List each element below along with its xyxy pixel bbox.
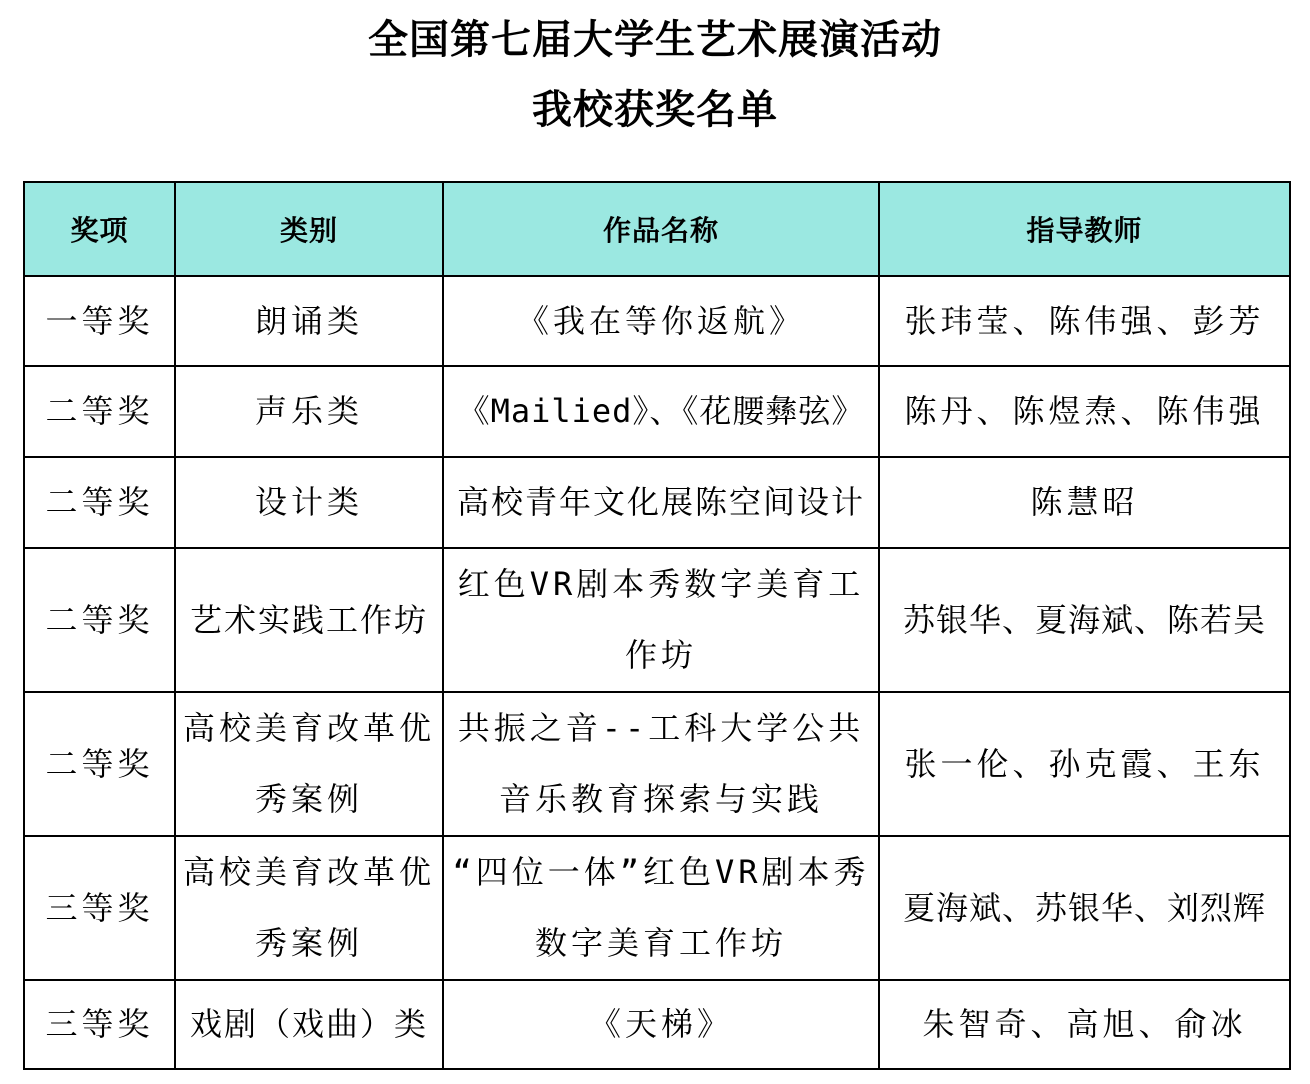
document-title: 全国第七届大学生艺术展演活动 — [368, 17, 942, 63]
work-title-cell: “四位一体”红色VR剧本秀数字美育工作坊 — [443, 836, 879, 980]
work-title-cell: 高校青年文化展陈空间设计 — [443, 457, 879, 548]
table-header-row — [24, 182, 1290, 276]
award-cell: 一等奖 — [24, 276, 175, 366]
category-cell: 戏剧（戏曲）类 — [175, 980, 443, 1069]
award-table — [23, 181, 1291, 1070]
award-cell: 二等奖 — [24, 366, 175, 457]
table-row — [24, 692, 1290, 836]
category-cell: 声乐类 — [175, 366, 443, 457]
table-row — [24, 980, 1290, 1069]
award-cell: 三等奖 — [24, 836, 175, 980]
header-advisors: 指导教师 — [879, 182, 1290, 276]
award-cell: 二等奖 — [24, 692, 175, 836]
advisors-cell: 苏银华、夏海斌、陈若吴 — [879, 548, 1290, 692]
award-cell: 二等奖 — [24, 457, 175, 548]
advisors-cell: 陈慧昭 — [879, 457, 1290, 548]
table-row — [24, 276, 1290, 366]
category-cell: 朗诵类 — [175, 276, 443, 366]
work-title-cell: 《天梯》 — [443, 980, 879, 1069]
header-work-title: 作品名称 — [443, 182, 879, 276]
advisors-cell: 张一伦、孙克霞、王东 — [879, 692, 1290, 836]
header-category: 类别 — [175, 182, 443, 276]
advisors-cell: 朱智奇、高旭、俞冰 — [879, 980, 1290, 1069]
table-row — [24, 457, 1290, 548]
header-award: 奖项 — [24, 182, 175, 276]
category-cell: 高校美育改革优秀案例 — [175, 692, 443, 836]
table-row — [24, 836, 1290, 980]
advisors-cell: 陈丹、陈煜焘、陈伟强 — [879, 366, 1290, 457]
work-title-cell: 红色VR剧本秀数字美育工作坊 — [443, 548, 879, 692]
document-subtitle: 我校获奖名单 — [532, 87, 778, 133]
table-row — [24, 366, 1290, 457]
award-cell: 三等奖 — [24, 980, 175, 1069]
table-row — [24, 548, 1290, 692]
award-cell: 二等奖 — [24, 548, 175, 692]
advisors-cell: 夏海斌、苏银华、刘烈辉 — [879, 836, 1290, 980]
advisors-cell: 张玮莹、陈伟强、彭芳 — [879, 276, 1290, 366]
category-cell: 设计类 — [175, 457, 443, 548]
work-title-cell: 共振之音--工科大学公共音乐教育探索与实践 — [443, 692, 879, 836]
category-cell: 高校美育改革优秀案例 — [175, 836, 443, 980]
work-title-cell: 《Mailied》、《花腰彝弦》 — [443, 366, 879, 457]
category-cell: 艺术实践工作坊 — [175, 548, 443, 692]
work-title-cell: 《我在等你返航》 — [443, 276, 879, 366]
